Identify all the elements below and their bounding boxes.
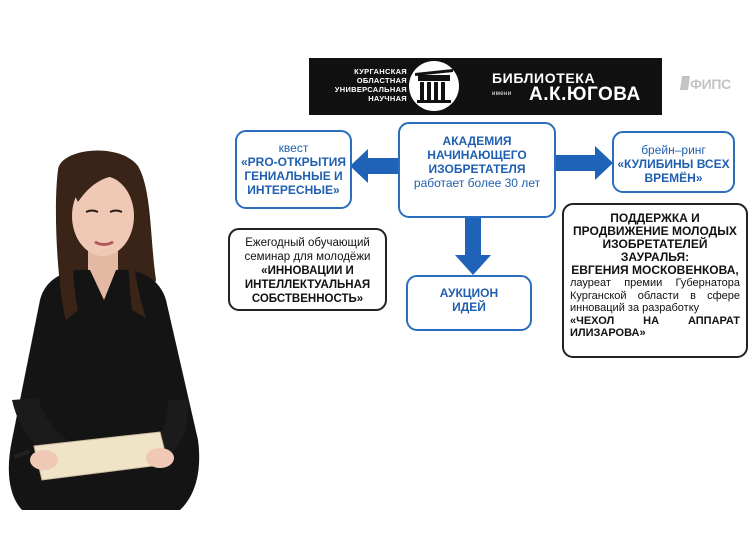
quest-title-line: ИНТЕРЕСНЫЕ» [247, 183, 340, 197]
seminar-line: семинар для молодёжи [244, 251, 371, 263]
quest-title-line: «PRO-ОТКРЫТИЯ [241, 155, 346, 169]
academy-line: НАЧИНАЮЩЕГО [427, 148, 527, 162]
brain-ring-box [612, 131, 735, 193]
laureate-work-title: «ЧЕХОЛ НА АППАРАТ ИЛИЗАРОВА» [570, 314, 740, 339]
seminar-title-line: «ИННОВАЦИИ И [261, 265, 354, 277]
seminar-box [228, 228, 387, 311]
academy-box [398, 122, 556, 218]
academy-line: АКАДЕМИЯ [442, 134, 512, 148]
banner-left-line: НАУЧНАЯ [368, 94, 407, 103]
arrow-down-icon [455, 218, 491, 275]
laureate-name: ЕВГЕНИЯ МОСКОВЕНКОВА, [571, 263, 739, 277]
banner-left-line: КУРГАНСКАЯ [354, 67, 407, 76]
support-heading-line: ПРОДВИЖЕНИЕ МОЛОДЫХ [573, 224, 737, 238]
banner-left-text [315, 67, 407, 103]
fips-logo-text: ФИПС [690, 76, 731, 92]
seminar-line: Ежегодный обучающий [245, 237, 370, 249]
support-box [562, 203, 748, 358]
support-heading-line: ЗАУРАЛЬЯ: [620, 250, 690, 264]
arrow-right-icon [555, 146, 613, 180]
academy-line: ИЗОБРЕТАТЕЛЯ [428, 162, 526, 176]
auction-box [406, 275, 532, 331]
laureate-description: лауреат премии Губернатора Курганской области в сфере инноваций за разработку [570, 277, 740, 314]
quest-label: квест [278, 141, 309, 155]
seminar-title-line: СОБСТВЕННОСТЬ» [251, 293, 364, 305]
arrow-left-icon [350, 149, 400, 183]
brain-ring-label: брейн–ринг [641, 143, 706, 157]
banner-name-prefix: имени [492, 91, 512, 97]
quest-title-line: ГЕНИАЛЬНЫЕ И [244, 169, 343, 183]
banner-left-line: УНИВЕРСАЛЬНАЯ [334, 85, 407, 94]
presenter-image [0, 150, 250, 510]
seminar-title-line: ИНТЕЛЛЕКТУАЛЬНАЯ [244, 279, 371, 291]
auction-line: АУКЦИОН [439, 286, 499, 300]
auction-line: ИДЕЙ [452, 300, 486, 314]
academy-subtitle: работает более 30 лет [413, 176, 541, 190]
brain-ring-title-line: «КУЛИБИНЫ ВСЕХ [617, 157, 730, 171]
support-heading-line: ПОДДЕРЖКА И [610, 211, 700, 225]
quest-box [235, 130, 352, 209]
library-logo-banner [309, 58, 662, 115]
support-heading-line: ИЗОБРЕТАТЕЛЕЙ [602, 237, 708, 251]
banner-library-name: А.К.ЮГОВА [529, 84, 641, 105]
brain-ring-title-line: ВРЕМЁН» [644, 171, 703, 185]
banner-left-line: ОБЛАСТНАЯ [356, 76, 407, 85]
banner-title: БИБЛИОТЕКА [492, 70, 596, 86]
library-building-icon [409, 61, 459, 111]
